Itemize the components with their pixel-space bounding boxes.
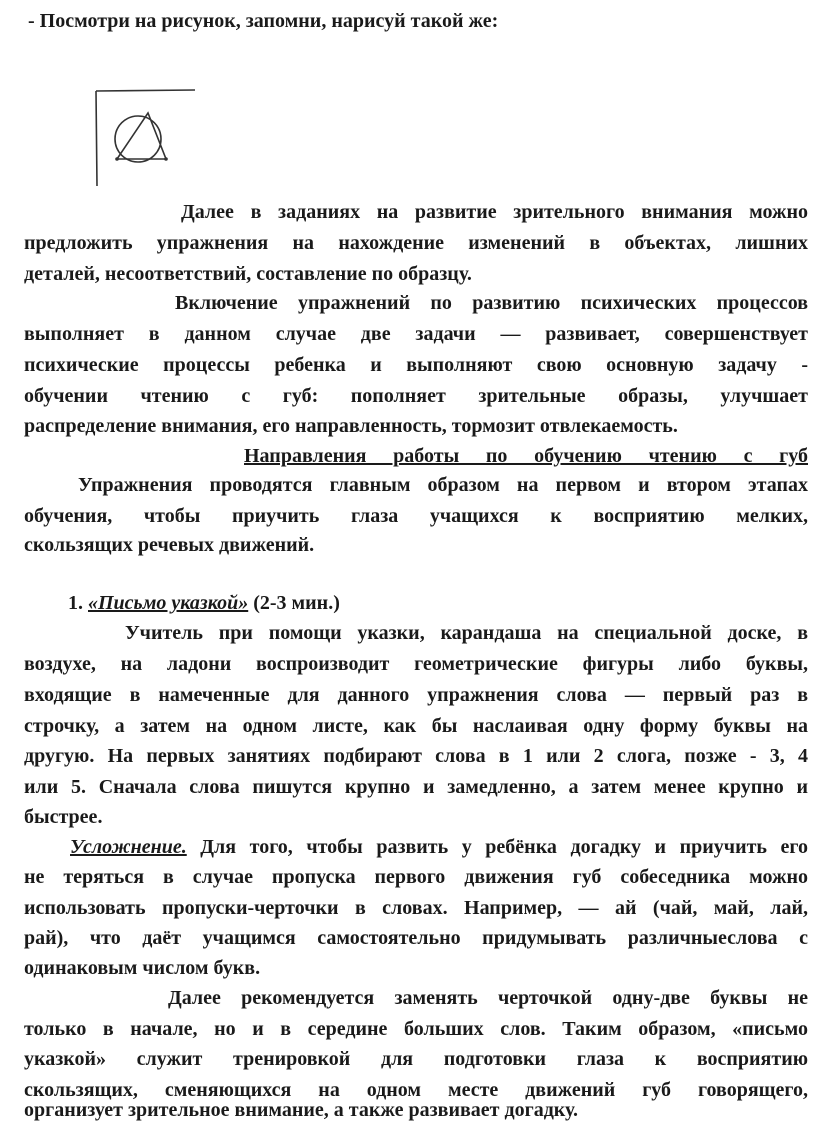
exercise-title: «Письмо указкой» (88, 592, 249, 614)
paragraph-5-line-5: одинаковым числом букв. (24, 957, 261, 979)
exercise-number: 1. (68, 592, 83, 614)
complication-text: Для того, чтобы развить у ребёнка догадку и приучить его (200, 836, 808, 858)
paragraph-5-line-3: использовать пропуски-черточки в словах. Например, — ай (чай, май, лай, (24, 897, 808, 919)
paragraph-2-line-1: Включение упражнений по развитию психических процессов (175, 292, 808, 314)
paragraph-2-line-2: выполняет в данном случае две задачи — развивает, совершенствует (24, 323, 808, 345)
paragraph-2-line-5: распределение внимания, его направленность, тормозит отвлекаемость. (24, 415, 678, 437)
paragraph-6-line-4: скользящих, сменяющихся на одном месте движений губ говорящего, (24, 1079, 808, 1101)
paragraph-3-line-1: Упражнения проводятся главным образом на первом и втором этапах (78, 474, 808, 496)
paragraph-4-line-4: строчку, а затем на одном листе, как бы наслаивая одну форму буквы на (24, 715, 808, 737)
paragraph-4-line-7: быстрее. (24, 806, 103, 828)
paragraph-4-line-3: входящие в намеченные для данного упражнения слова — первый раз в (24, 684, 808, 706)
exercise-heading (68, 592, 340, 615)
paragraph-4-line-5: другую. На первых занятиях подбирают слова в 1 или 2 слога, позже - 3, 4 (24, 745, 808, 767)
instruction-line: - Посмотри на рисунок, запомни, нарисуй такой же: (28, 10, 499, 32)
paragraph-1-line-1: Далее в заданиях на развитие зрительного внимания можно (181, 201, 808, 223)
paragraph-5-line-2: не теряться в случае пропуска первого движения губ собеседника можно (24, 866, 808, 888)
complication-label: Усложнение. (70, 836, 187, 858)
paragraph-1-line-2: предложить упражнения на нахождение изменений в объектах, лишних (24, 232, 808, 254)
paragraph-5-line-1 (70, 836, 808, 859)
paragraph-1-line-3: деталей, несоответствий, составление по образцу. (24, 263, 472, 285)
circle-triangle-icon (95, 88, 198, 188)
paragraph-2-line-4: обучении чтению с губ: пополняет зрительные образы, улучшает (24, 385, 808, 407)
exercise-duration: (2-3 мин.) (253, 592, 340, 614)
paragraph-6-line-2: только в начале, но и в середине больших слов. Таким образом, «письмо (24, 1018, 808, 1040)
paragraph-4-line-1: Учитель при помощи указки, карандаша на специальной доске, в (125, 622, 808, 644)
paragraph-5-line-4: рай), что даёт учащимся самостоятельно придумывать различныеслова с (24, 927, 808, 949)
paragraph-3-line-2: обучения, чтобы приучить глаза учащихся к восприятию мелких, (24, 505, 808, 527)
paragraph-4-line-6: или 5. Сначала слова пишутся крупно и замедленно, а затем менее крупно и (24, 776, 808, 798)
section-heading: Направления работы по обучению чтению с губ (244, 445, 808, 467)
paragraph-6-line-3: указкой» служит тренировкой для подготовки глаза к восприятию (24, 1048, 808, 1070)
paragraph-4-line-2: воздухе, на ладони воспроизводит геометрические фигуры либо буквы, (24, 653, 808, 675)
paragraph-6-line-5: организует зрительное внимание, а также развивает догадку. (24, 1099, 579, 1121)
paragraph-2-line-3: психические процессы ребенка и выполняют свою основную задачу - (24, 354, 808, 376)
paragraph-6-line-1: Далее рекомендуется заменять черточкой одну-две буквы не (168, 987, 808, 1009)
paragraph-3-line-3: скользящих речевых движений. (24, 534, 315, 556)
